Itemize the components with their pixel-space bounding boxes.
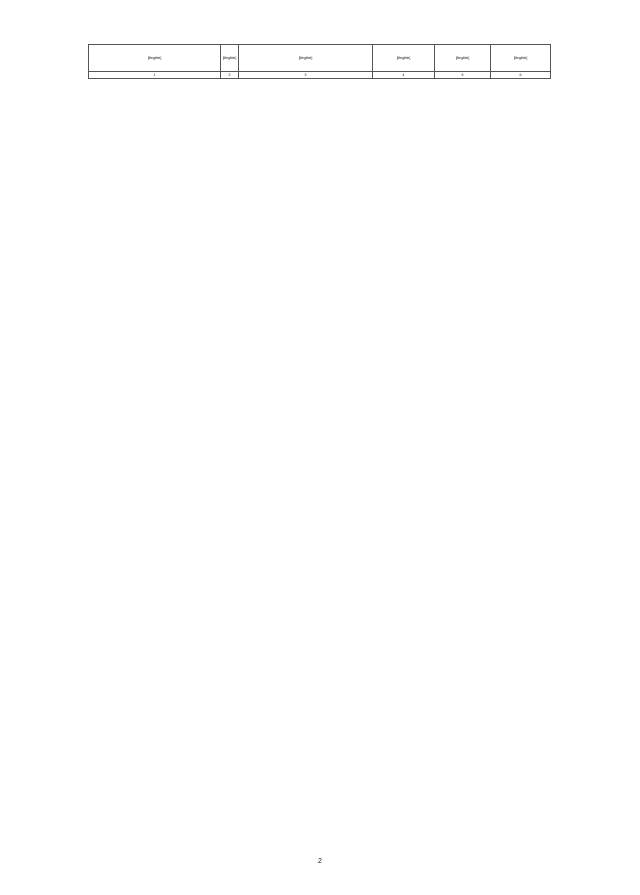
report-sheet [88, 44, 550, 79]
header-budget-code: [illegible] [239, 45, 373, 72]
header-indicator: [illegible] [89, 45, 221, 72]
column-number: 4 [373, 72, 435, 79]
column-number: 1 [89, 72, 221, 79]
table-header-row [89, 45, 551, 72]
column-number: 3 [239, 72, 373, 79]
header-unexecuted: [illegible] [491, 45, 551, 72]
column-number: 2 [221, 72, 239, 79]
page-number: 2 [318, 858, 322, 865]
column-number-row [89, 72, 551, 79]
column-number: 6 [491, 72, 551, 79]
header-row-code: [illegible] [221, 45, 239, 72]
header-approved: [illegible] [373, 45, 435, 72]
income-table [88, 44, 551, 79]
header-executed: [illegible] [435, 45, 491, 72]
column-number: 5 [435, 72, 491, 79]
